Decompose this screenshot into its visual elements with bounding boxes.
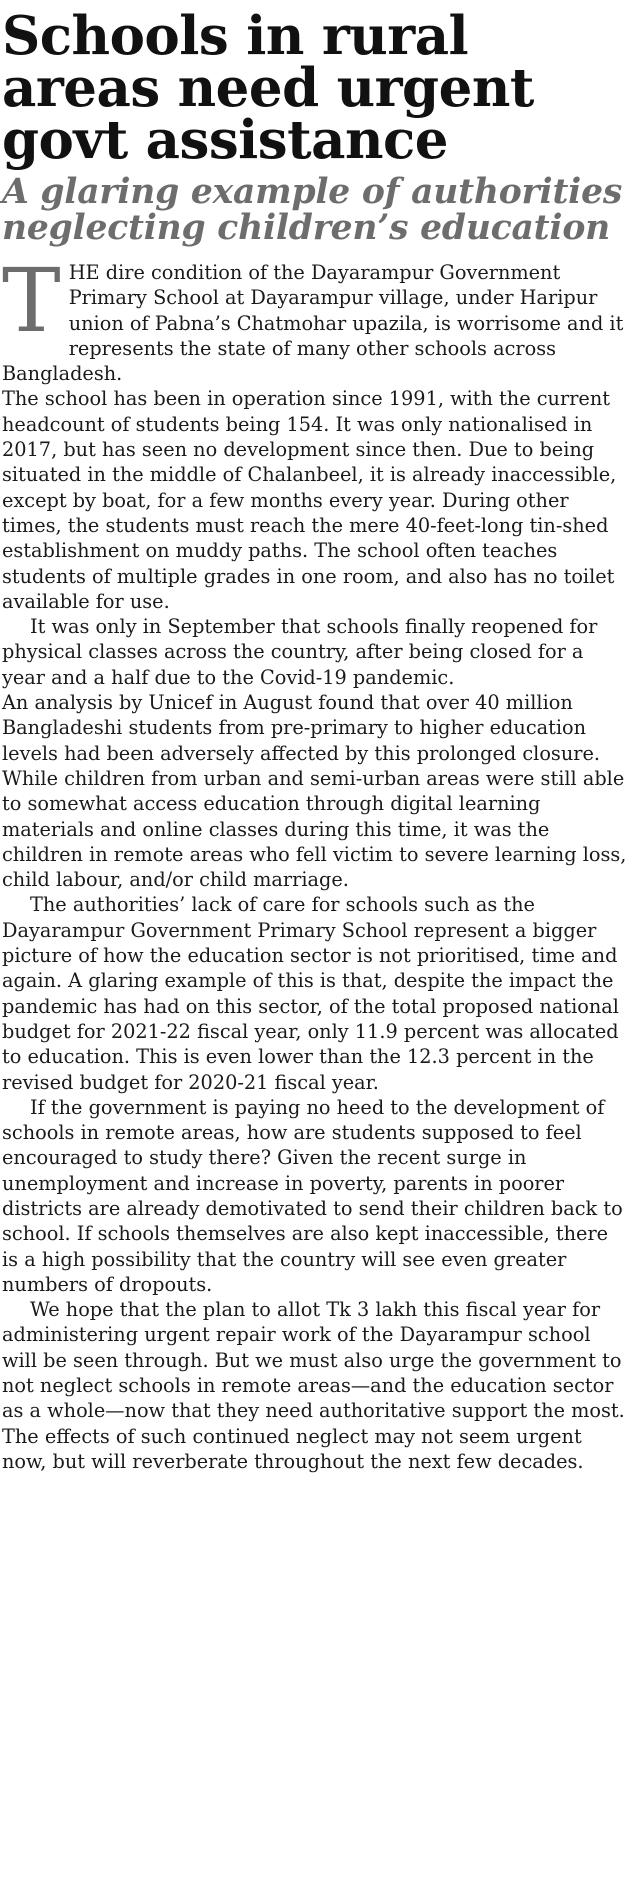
drop-cap: T: [2, 249, 61, 352]
paragraph-unicef-analysis: An analysis by Unicef in August found that over 40 million Bangladeshi students from pre-primary to higher education levels had been adversely affected by this prolonged closure. While children from urban and semi-urban areas were still able to somewhat access education through digital learning materials and online classes during this time, it was the children in remote areas who fell victim to severe learning loss, child labour, and/or child marriage.: [2, 691, 627, 892]
article-body: [2, 249, 627, 1474]
paragraph-school-history: The school has been in operation since 1991, with the current headcount of students being 154. It was only nationalised in 2017, but has seen no development since then. Due to being situated in the middle of Chalanbeel, it is already inaccessible, except by boat, for a few months every year. During other times, the students must reach the mere 40-feet-long tin-shed establishment on muddy paths. The school often teaches students of multiple grades in one room, and also has no toilet available for use.: [2, 387, 617, 613]
paragraph-authorities-neglect: The authorities’ lack of care for schools such as the Dayarampur Government Primary School represent a bigger picture of how the education sector is not prioritised, time and again. A glaring example of this is that, despite the impact the pandemic has had on this sector, of the total proposed national budget for 2021-22 fiscal year, only 11.9 percent was allocated to education. This is even lower than the 12.3 percent in the revised budget for 2020-21 fiscal year.: [2, 893, 619, 1094]
paragraph-intro-text: HE dire condition of the Dayarampur Government Primary School at Dayarampur village, under Haripur union of Pabna’s Chatmohar upazila, is worrisome and it represents the state of many other schools across Bangladesh.: [2, 261, 624, 386]
subheadline: A glaring example of authorities neglecting children’s education: [2, 172, 623, 248]
paragraph-intro: [2, 249, 627, 386]
paragraph-reopening: It was only in September that schools finally reopened for physical classes across the country, after being closed for a year and a half due to the Covid-19 pandemic.: [2, 615, 598, 689]
headline: Schools in rural areas need urgent govt assistance: [2, 5, 534, 171]
paragraph-dropouts: If the government is paying no heed to the development of schools in remote areas, how are students supposed to feel encouraged to study there? Given the recent surge in unemployment and increase in poverty, parents in poorer districts are already demotivated to send their children back to school. If schools themselves are also kept inaccessible, there is a high possibility that the country will see even greater numbers of dropouts.: [2, 1095, 623, 1296]
paragraph-conclusion: We hope that the plan to allot Tk 3 lakh this fiscal year for administering urgent repair work of the Dayarampur school will be seen through. But we must also urge the government to not neglect schools in remote areas—and the education sector as a whole—now that they need authoritative support the most. The effects of such continued neglect may not seem urgent now, but will reverberate throughout the next few decades.: [2, 1298, 625, 1473]
